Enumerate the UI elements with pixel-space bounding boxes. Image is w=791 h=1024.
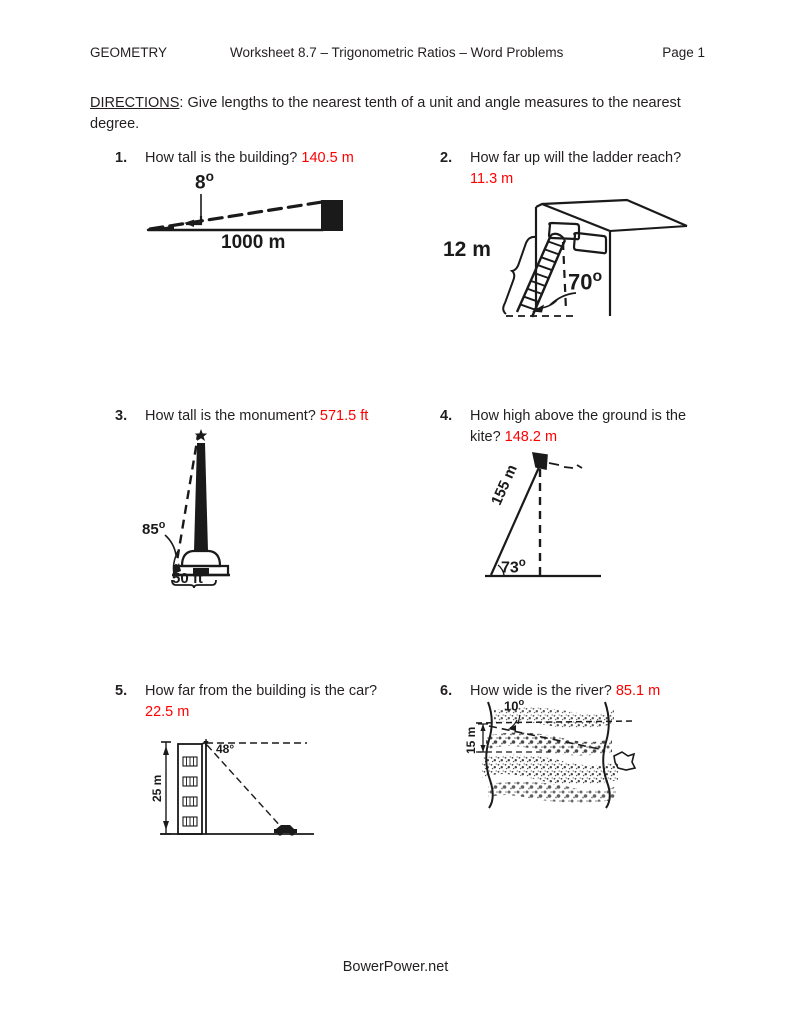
problem-1-base-label: 1000 m — [221, 232, 286, 253]
problem-4-figure — [483, 443, 613, 588]
problem-4-angle-label: 73$^o$ — [501, 557, 526, 577]
problem-1-figure — [140, 169, 360, 262]
problem-1-question: How tall is the building? — [145, 150, 298, 166]
problem-2-angle-label: 70$^o$ — [568, 268, 603, 295]
problem-6-height-label: 15 m — [464, 726, 478, 754]
problem-3-figure — [142, 423, 258, 593]
problem-4-answer: 148.2 m — [504, 429, 558, 445]
problem-6-figure — [462, 697, 642, 810]
problem-5-question: How far from the building is the car? — [145, 683, 378, 699]
problem-5-body — [145, 681, 435, 723]
directions-label: DIRECTIONS — [90, 95, 180, 111]
problem-3-answer: 571.5 ft — [319, 408, 369, 424]
problem-5 — [115, 681, 435, 723]
problem-4 — [440, 406, 700, 448]
problem-6 — [440, 681, 710, 702]
problem-6-angle-label: 10$^o$ — [504, 697, 525, 714]
problem-3-base-label: 50 ft — [172, 570, 203, 587]
header-page-number: Page 1 — [662, 45, 705, 60]
problem-4-number: 4. — [440, 408, 453, 424]
problem-2-length-label: 12 m — [443, 238, 491, 261]
header-subject: GEOMETRY — [90, 45, 168, 60]
problem-5-height-label: 25 m — [150, 774, 164, 802]
problem-5-angle-label: 48° — [216, 742, 235, 756]
problem-1 — [115, 148, 435, 169]
ladder-building-svg — [458, 190, 688, 320]
problem-6-question: How wide is the river? — [470, 683, 612, 699]
problem-3-question: How tall is the monument? — [145, 408, 316, 424]
problem-4-length-label: 155 m — [488, 462, 521, 508]
page-header — [90, 45, 705, 65]
problem-1-angle-label: 8$^o$ — [195, 169, 214, 194]
problem-1-text — [115, 148, 435, 169]
problem-2-body — [470, 148, 700, 190]
problem-2-question: How far up will the ladder reach? — [470, 150, 682, 166]
problem-6-text — [440, 681, 710, 702]
problem-1-body — [145, 148, 435, 169]
problem-6-number: 6. — [440, 683, 453, 699]
monument-svg — [148, 423, 258, 593]
problem-1-answer: 140.5 m — [301, 150, 354, 166]
problem-5-number: 5. — [115, 683, 128, 699]
header-title: Worksheet 8.7 – Trigonometric Ratios – Word Problems — [230, 45, 564, 60]
directions-paragraph — [90, 93, 690, 135]
problem-5-answer: 22.5 m — [145, 704, 190, 720]
problem-3-number: 3. — [115, 408, 128, 424]
problem-2-figure — [443, 190, 688, 320]
building-car-svg — [152, 728, 322, 848]
page-footer: BowerPower.net — [342, 959, 449, 975]
problem-3-angle-label: 85$^o$ — [142, 519, 166, 538]
problem-2-number: 2. — [440, 150, 453, 166]
problem-4-text — [440, 406, 700, 448]
problem-2 — [440, 148, 700, 190]
problem-2-text — [440, 148, 700, 190]
problem-4-question: How high above the ground is the kite? — [470, 408, 687, 445]
problem-1-number: 1. — [115, 150, 128, 166]
problem-6-answer: 85.1 m — [615, 683, 661, 699]
river-width-svg — [462, 700, 642, 810]
problem-4-body — [470, 406, 700, 448]
problem-5-text — [115, 681, 435, 723]
directions-text: : Give lengths to the nearest tenth of a unit and angle measures to the nearest degree. — [90, 95, 681, 132]
problem-5-figure — [152, 728, 322, 848]
problem-2-answer: 11.3 m — [470, 171, 514, 187]
